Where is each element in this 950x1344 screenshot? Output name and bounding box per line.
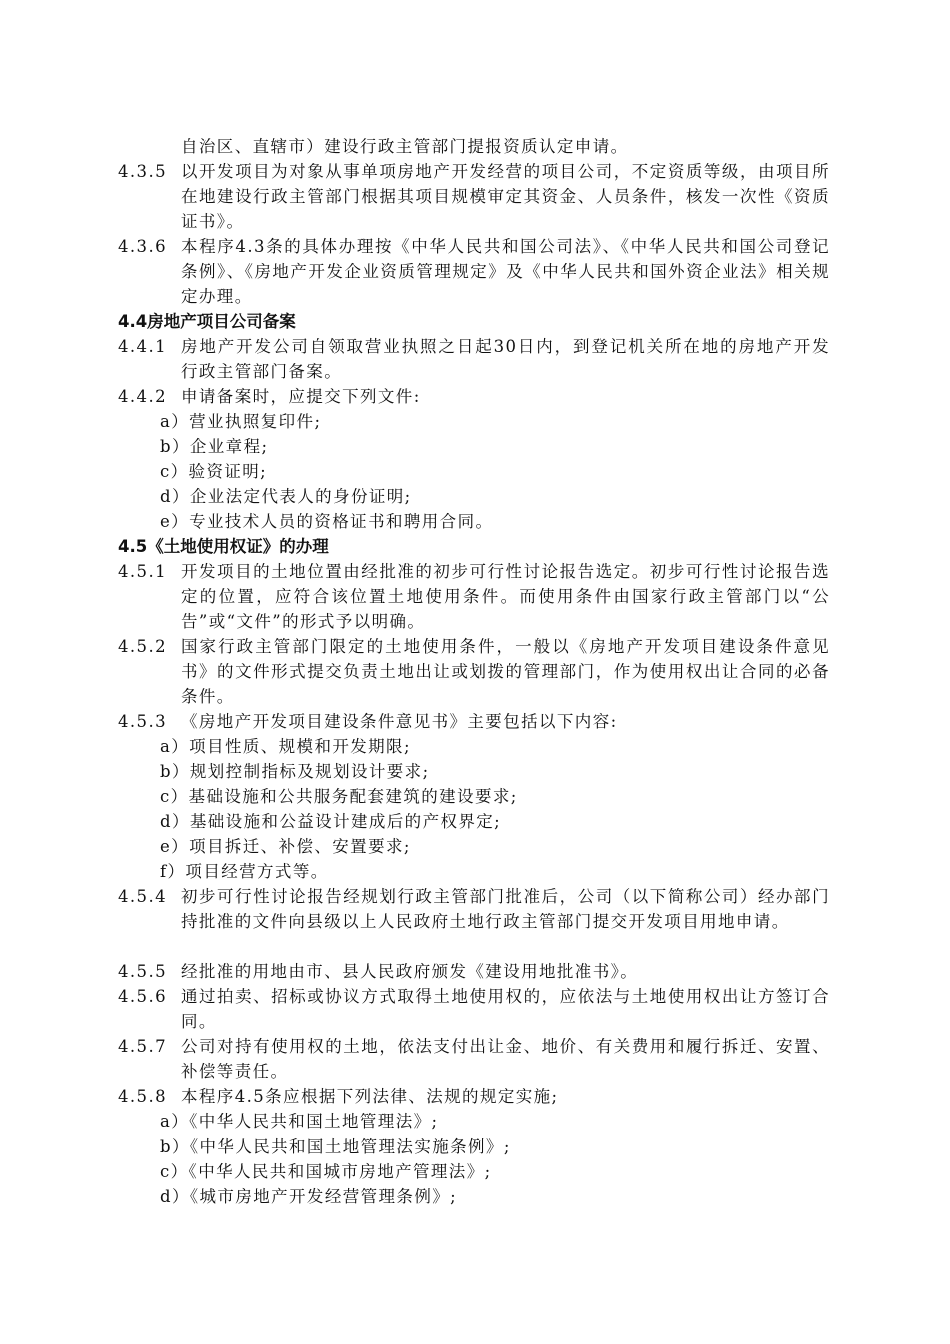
- clause-text: 以开发项目为对象从事单项房地产开发经营的项目公司，不定资质等级，由项目所在地建设行政主管部门根据其项目规模审定其资金、人员条件，核发一次性《资质证书》。: [181, 162, 830, 231]
- clause-4-5-7: [118, 1034, 830, 1084]
- clause-4-5-1: [118, 559, 830, 634]
- clause-number: 4.5.3: [118, 712, 167, 731]
- clause-number: 4.5.7: [118, 1037, 167, 1056]
- clause-4-5-5: [118, 959, 830, 984]
- list-marker: b）: [160, 1137, 190, 1156]
- clause-number: 4.5.6: [118, 987, 167, 1006]
- clause-text: 公司对持有使用权的土地，依法支付出让金、地价、有关费用和履行拆迁、安置、补偿等责任。: [181, 1037, 830, 1081]
- list-item: [160, 834, 411, 859]
- list-marker: a）: [160, 1112, 190, 1131]
- clause-text: 经批准的用地由市、县人民政府颁发《建设用地批准书》。: [181, 962, 639, 981]
- list-text: 营业执照复印件;: [189, 412, 322, 431]
- clause-4-3-5: [118, 159, 830, 234]
- list-item: [160, 459, 267, 484]
- list-marker: d）: [160, 1187, 190, 1206]
- list-item: [160, 1134, 511, 1159]
- clause-text: 《房地产开发项目建设条件意见书》主要包括以下内容:: [181, 712, 618, 731]
- clause-text: 申请备案时，应提交下列文件:: [181, 387, 421, 406]
- clause-number: 4.4.2: [118, 387, 167, 406]
- list-marker: b）: [160, 762, 190, 781]
- clause-text: 房地产开发公司自领取营业执照之日起30日内，到登记机关所在地的房地产开发行政主管部门备案。: [181, 337, 830, 381]
- list-text: 基础设施和公益设计建成后的产权界定;: [189, 812, 502, 831]
- section-heading-4-4: [118, 309, 296, 334]
- list-text: 项目性质、规模和开发期限;: [189, 737, 411, 756]
- list-marker: c）: [160, 1162, 189, 1181]
- list-item: [160, 1109, 438, 1134]
- list-text: 《城市房地产开发经营管理条例》;: [189, 1187, 458, 1206]
- clause-4-4-2: [118, 384, 830, 409]
- clause-text: 本程序4.5条应根据下列法律、法规的规定实施;: [181, 1087, 559, 1106]
- list-text: 基础设施和公共服务配套建筑的建设要求;: [188, 787, 518, 806]
- list-item: [160, 509, 493, 534]
- list-text: 《中华人民共和国城市房地产管理法》;: [188, 1162, 492, 1181]
- clause-4-5-6: [118, 984, 830, 1034]
- clause-4-5-2: [118, 634, 830, 709]
- list-text: 企业法定代表人的身份证明;: [189, 487, 412, 506]
- list-item: [160, 1184, 457, 1209]
- clause-4-4-1: [118, 334, 830, 384]
- list-item: [160, 784, 518, 809]
- list-marker: f）: [160, 862, 186, 881]
- list-text: 项目拆迁、补偿、安置要求;: [189, 837, 411, 856]
- clause-number: 4.5.5: [118, 962, 167, 981]
- clause-4-5-3: [118, 709, 830, 734]
- clause-number: 4.5.2: [118, 637, 167, 656]
- heading-text: 《土地使用权证》的办理: [147, 537, 329, 556]
- clause-number: 4.3.5: [118, 162, 167, 181]
- list-marker: d）: [160, 812, 190, 831]
- list-item: [160, 809, 501, 834]
- list-text: 《中华人民共和国土地管理法》;: [189, 1112, 439, 1131]
- heading-number: 4.5: [118, 537, 148, 556]
- continuation-text: 自治区、直辖市）建设行政主管部门提报资质认定申请。: [181, 137, 629, 156]
- list-item: [160, 484, 412, 509]
- list-marker: c）: [160, 462, 189, 481]
- clause-4-5-8: [118, 1084, 830, 1109]
- list-text: 验资证明;: [188, 462, 268, 481]
- list-item: [160, 409, 321, 434]
- list-marker: c）: [160, 787, 189, 806]
- list-text: 项目经营方式等。: [185, 862, 329, 881]
- clause-number: 4.5.8: [118, 1087, 167, 1106]
- list-marker: e）: [160, 512, 190, 531]
- list-text: 专业技术人员的资格证书和聘用合同。: [189, 512, 494, 531]
- clause-text: 初步可行性讨论报告经规划行政主管部门批准后，公司（以下简称公司）经办部门持批准的文件向县级以上人民政府土地行政主管部门提交开发项目用地申请。: [181, 887, 830, 931]
- list-item: [160, 859, 329, 884]
- list-text: 规划控制指标及规划设计要求;: [189, 762, 430, 781]
- list-marker: d）: [160, 487, 190, 506]
- list-item: [160, 759, 430, 784]
- clause-text: 开发项目的土地位置由经批准的初步可行性讨论报告选定。初步可行性讨论报告选定的位置，应符合该位置土地使用条件。而使用条件由国家行政主管部门以“公告”或“文件”的形式予以明确。: [181, 562, 830, 631]
- list-marker: a）: [160, 412, 190, 431]
- clause-number: 4.4.1: [118, 337, 167, 356]
- list-item: [160, 434, 268, 459]
- clause-number: 4.3.6: [118, 237, 167, 256]
- heading-number: 4.4: [118, 312, 148, 331]
- heading-text: 房地产项目公司备案: [147, 312, 296, 331]
- clause-number: 4.5.1: [118, 562, 167, 581]
- list-marker: b）: [160, 437, 190, 456]
- clause-text: 通过拍卖、招标或协议方式取得土地使用权的，应依法与土地使用权出让方签订合同。: [181, 987, 830, 1031]
- clause-text: 本程序4.3条的具体办理按《中华人民共和国公司法》、《中华人民共和国公司登记条例》、《房地产开发企业资质管理规定》及《中华人民共和国外资企业法》相关规定办理。: [181, 237, 830, 306]
- list-marker: e）: [160, 837, 190, 856]
- clause-number: 4.5.4: [118, 887, 167, 906]
- section-heading-4-5: [118, 534, 329, 559]
- list-text: 企业章程;: [189, 437, 269, 456]
- clause-4-5-4: [118, 884, 830, 934]
- clause-text: 国家行政主管部门限定的土地使用条件，一般以《房地产开发项目建设条件意见书》的文件形式提交负责土地出让或划拨的管理部门，作为使用权出让合同的必备条件。: [181, 637, 830, 706]
- list-text: 《中华人民共和国土地管理法实施条例》;: [189, 1137, 511, 1156]
- list-item: [160, 1159, 492, 1184]
- clause-4-3-6: [118, 234, 830, 309]
- list-item: [160, 734, 411, 759]
- list-marker: a）: [160, 737, 190, 756]
